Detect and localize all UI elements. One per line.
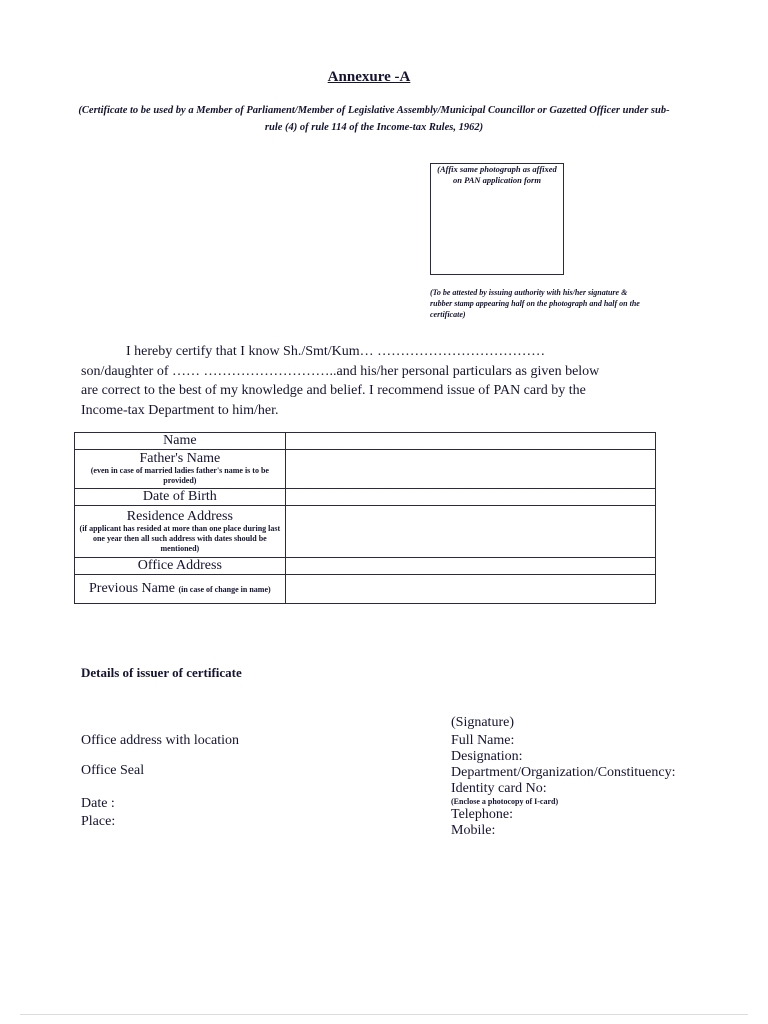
table-row [75,575,656,604]
particulars-table [74,432,656,604]
date-of-birth-field[interactable] [285,489,655,506]
table-row [75,489,656,506]
date-label: Date : [81,796,115,811]
office-seal-label: Office Seal [81,763,145,778]
mobile-label: Mobile: [451,823,496,838]
row-label-name: Name [75,433,286,450]
telephone-label: Telephone: [451,807,513,822]
place-label: Place: [81,814,116,829]
certificate-statement [81,342,661,420]
page-subtitle: (Certificate to be used by a Member of Parliament/Member of Legislative Assembly/Municipal Councillor or Gazetted Officer under sub-rule (4) of rule 114 of the Income-tax Rules, 1962) [78,105,670,133]
fathers-name-note: (even in case of married ladies father's name is to be provided) [90,466,269,485]
row-label-residence-address: Residence Address (if applicant has resided at more than one place during last one year then all such address with dates should be mentioned) [75,506,286,558]
certificate-line-2: son/daughter of …… ………………………..and his/her personal particulars as given below [81,363,600,379]
office-address-label: Office address with location [81,733,239,748]
table-row [75,433,656,450]
photograph-box [430,163,564,275]
certificate-line-4: Income-tax Department to him/her. [81,402,279,418]
row-label-office-address: Office Address [75,558,286,575]
department-label: Department/Organization/Constituency: [451,765,676,780]
issuer-heading: Details of issuer of certificate [81,665,242,680]
row-label-date-of-birth: Date of Birth [75,489,286,506]
certificate-line-3: are correct to the best of my knowledge and belief. I recommend issue of PAN card by the [81,383,586,398]
issuer-signature-block [451,715,675,839]
table-row [75,450,656,489]
row-label-fathers-name: Father's Name (even in case of married ladies father's name is to be provided) [75,450,286,489]
fathers-name-field[interactable] [285,450,655,489]
designation-label: Designation: [451,749,523,764]
identity-card-label: Identity card No: [451,781,547,796]
name-field[interactable] [285,433,655,450]
page-edge-line [20,1014,748,1015]
certificate-line-1: I hereby certify that I know Sh./Smt/Kum… ……………………………… [126,344,546,359]
previous-name-field[interactable] [285,575,655,604]
identity-card-note: (Enclose a photocopy of I-card) [451,797,559,806]
full-name-label: Full Name: [451,733,515,748]
office-address-field[interactable] [285,558,655,575]
row-label-previous-name: Previous Name (in case of change in name) [75,575,286,604]
previous-name-note: (in case of change in name) [178,584,271,594]
residence-address-note: (if applicant has resided at more than one place during last one year then all such address with dates should be mentioned) [79,523,281,553]
table-row [75,558,656,575]
signature-label: (Signature) [451,715,514,730]
residence-address-field[interactable] [285,506,655,558]
photograph-instruction: (Affix same photograph as affixed on PAN application form [437,164,557,185]
table-row [75,506,656,558]
page-title: Annexure -A [327,69,411,85]
attestation-note: (To be attested by issuing authority with his/her signature & rubber stamp appearing half on the photograph and half on the certificate) [430,288,640,319]
